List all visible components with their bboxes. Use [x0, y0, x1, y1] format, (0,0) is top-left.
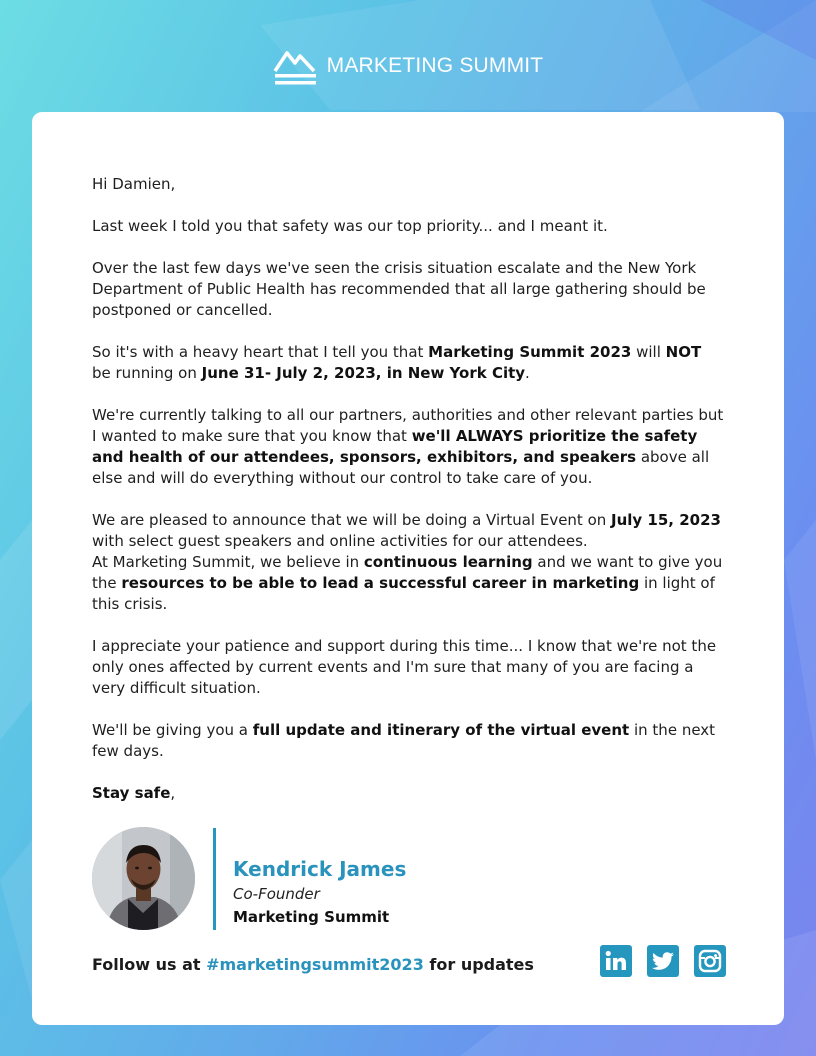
social-links	[600, 945, 726, 977]
signer-name: Kendrick James	[233, 857, 407, 881]
signer-role: Co-Founder	[233, 885, 320, 903]
hashtag-link[interactable]: #marketingsummit2023	[206, 955, 424, 974]
follow-line: Follow us at #marketingsummit2023 for updates	[92, 955, 534, 974]
instagram-button[interactable]	[694, 945, 726, 977]
paragraph-virtual-event: We are pleased to announce that we will be doing a Virtual Event on July 15, 2023 with select guest speakers and online activities for our attendees. At Marketing Summit, we believe in continuous learning and we want to give you the resources to be able to lead a successful career in marketing in light of this crisis.	[92, 511, 723, 613]
greeting: Hi Damien,	[92, 175, 176, 193]
paragraph-cancellation: So it's with a heavy heart that I tell you that Marketing Summit 2023 will NOT be running on June 31- July 2, 2023, in New York City.	[92, 343, 702, 382]
mountain-logo-icon	[273, 45, 317, 87]
paragraph-patience: I appreciate your patience and support during this time... I know that we're not the only ones affected by current events and I'm sure that many of you are facing a very difficult situation.	[92, 637, 717, 697]
signature-block	[92, 827, 724, 931]
brand-header	[0, 44, 816, 88]
brand-name: MARKETING SUMMIT	[326, 54, 544, 77]
letter-card	[32, 112, 784, 1025]
twitter-button[interactable]	[647, 945, 679, 977]
paragraph-update: We'll be giving you a full update and itinerary of the virtual event in the next few days.	[92, 721, 716, 760]
instagram-icon	[697, 948, 723, 974]
avatar	[92, 827, 195, 930]
signer-company: Marketing Summit	[233, 908, 390, 926]
paragraph-partners: We're currently talking to all our partners, authorities and other relevant parties but I wanted to make sure that you know that we'll ALWAYS prioritize the safety and health of our attendees, sponsors, exhibitors, and speakers above all else and will do everything without our control to take care of you.	[92, 406, 724, 487]
paragraph-safety-priority: Last week I told you that safety was our top priority... and I meant it.	[92, 217, 608, 235]
linkedin-icon	[603, 948, 629, 974]
linkedin-button[interactable]	[600, 945, 632, 977]
paragraph-crisis: Over the last few days we've seen the crisis situation escalate and the New York Department of Public Health has recommended that all large gathering should be postponed or cancelled.	[92, 259, 706, 319]
twitter-icon	[650, 948, 676, 974]
signature-divider	[213, 828, 216, 930]
letter-body	[92, 174, 724, 825]
closing: Stay safe,	[92, 784, 176, 802]
